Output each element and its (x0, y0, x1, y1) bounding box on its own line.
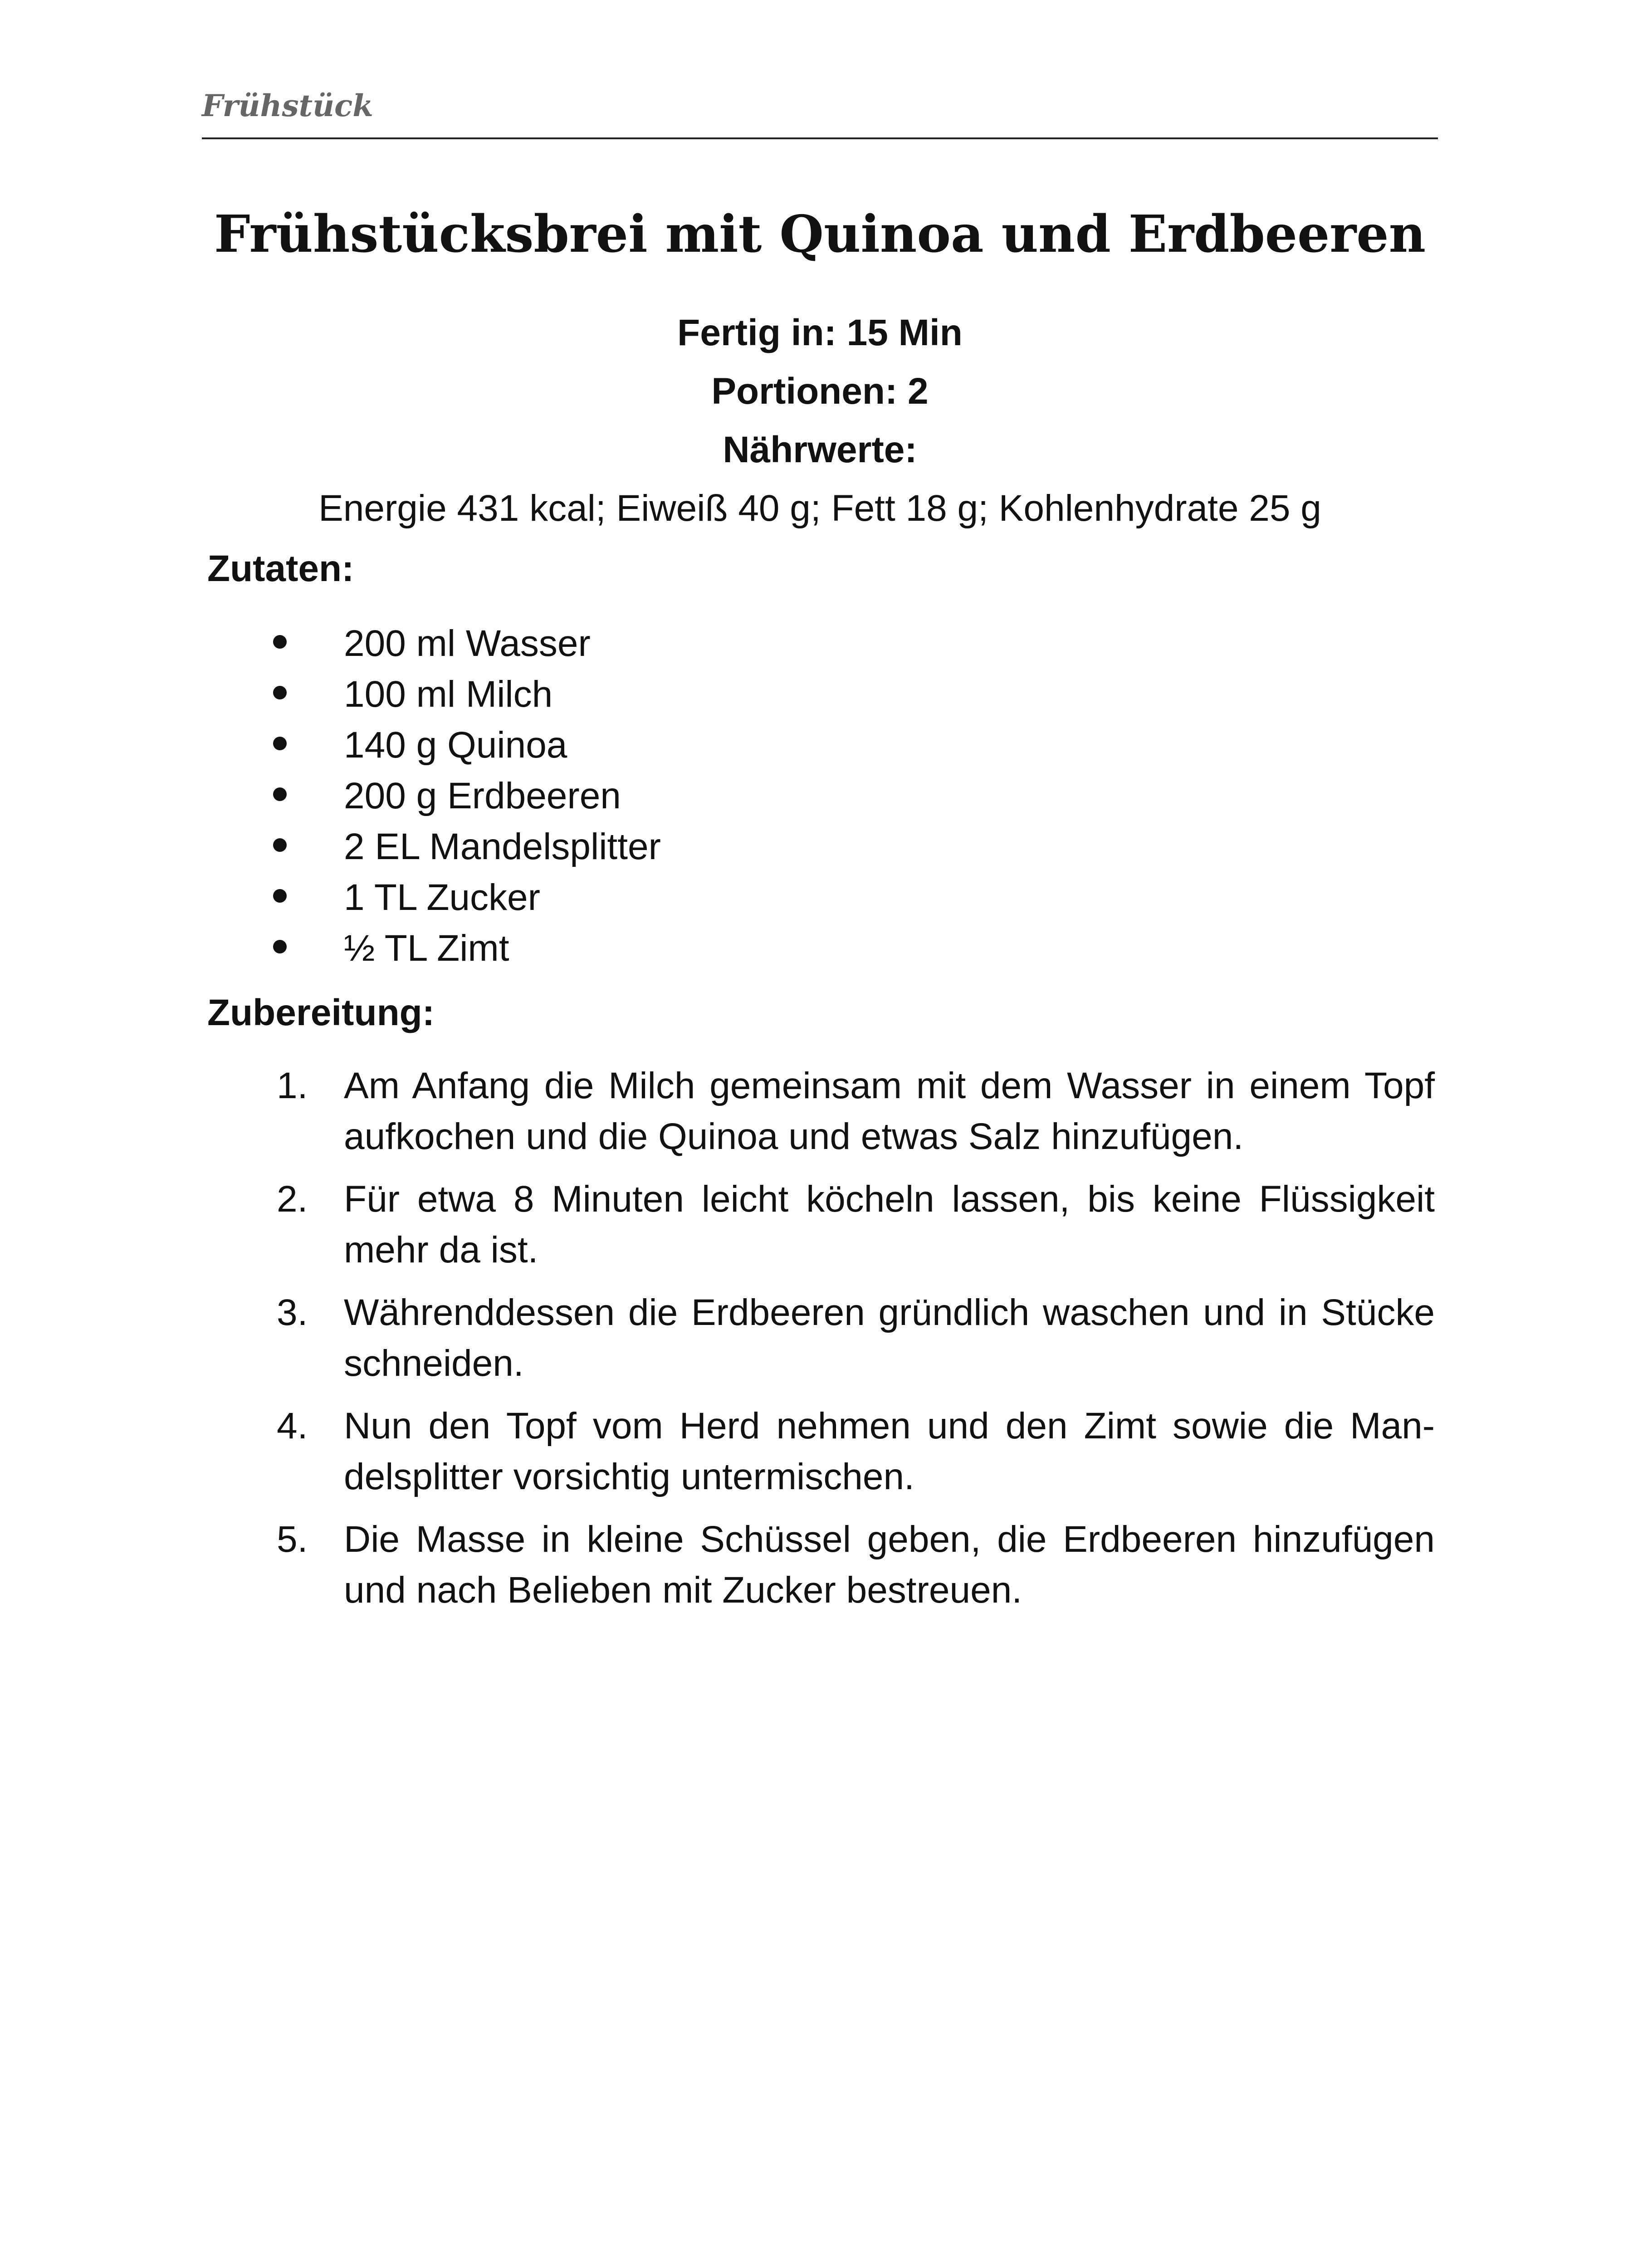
step-text: Nun den Topf vom Herd nehmen und den Zimt sowie die Man-delsplitter vorsichtig untermischen. (344, 1405, 1435, 1497)
step-number: 1. (277, 1065, 308, 1106)
nutrition-label: Nährwerte: (723, 429, 917, 470)
bullet-icon (273, 889, 287, 903)
ingredient-text: 100 ml Milch (344, 674, 553, 715)
list-item (0, 724, 1361, 772)
step-text: Währenddessen die Erdbeeren gründlich waschen und in Stücke schneiden. (344, 1292, 1435, 1384)
list-item (0, 676, 1361, 721)
ingredient-text: 1 TL Zucker (344, 877, 540, 918)
step-number: 5. (277, 1519, 308, 1560)
list-item (0, 828, 1361, 874)
list-item (0, 930, 1361, 975)
step-number: 4. (277, 1405, 308, 1447)
recipe-title: Frühstücksbrei mit Quinoa und Erdbeeren (214, 205, 1426, 264)
bullet-icon (273, 787, 287, 801)
bullet-icon (273, 686, 287, 699)
step-text: Die Masse in kleine Schüssel geben, die Erdbeeren hinzufügen und nach Belieben mit Zucker bestreuen. (344, 1519, 1435, 1611)
ingredient-text: 200 ml Wasser (344, 623, 591, 664)
ingredient-text: 2 EL Mandelsplitter (344, 826, 661, 867)
running-header: Frühstück (202, 88, 373, 123)
bullet-icon (273, 635, 287, 649)
ingredient-text: ½ TL Zimt (344, 928, 509, 969)
nutrition-values: Energie 431 kcal; Eiweiß 40 g; Fett 18 g; Kohlenhydrate 25 g (318, 488, 1321, 529)
preparation-heading: Zubereitung: (207, 992, 435, 1033)
step-text: Für etwa 8 Minuten leicht köcheln lassen, bis keine Flüssigkeit mehr da ist. (344, 1178, 1435, 1271)
bullet-icon (273, 737, 287, 750)
list-item (0, 777, 1361, 823)
step-number: 3. (277, 1292, 308, 1333)
ingredient-text: 200 g Erdbeeren (344, 775, 621, 816)
bullet-icon (273, 838, 287, 852)
header-rule (202, 137, 1438, 139)
servings: Portionen: 2 (711, 371, 929, 412)
step-text: Am Anfang die Milch gemeinsam mit dem Wasser in einem Topf aufkochen und die Quinoa und etwas Salz hinzufügen. (344, 1065, 1435, 1157)
ready-in: Fertig in: 15 Min (677, 312, 963, 353)
list-item (0, 879, 1361, 924)
bullet-icon (273, 940, 287, 953)
ingredients-heading: Zutaten: (207, 548, 354, 589)
list-item (0, 625, 1361, 670)
ingredient-text: 140 g Quinoa (344, 724, 567, 766)
step-number: 2. (277, 1178, 308, 1220)
